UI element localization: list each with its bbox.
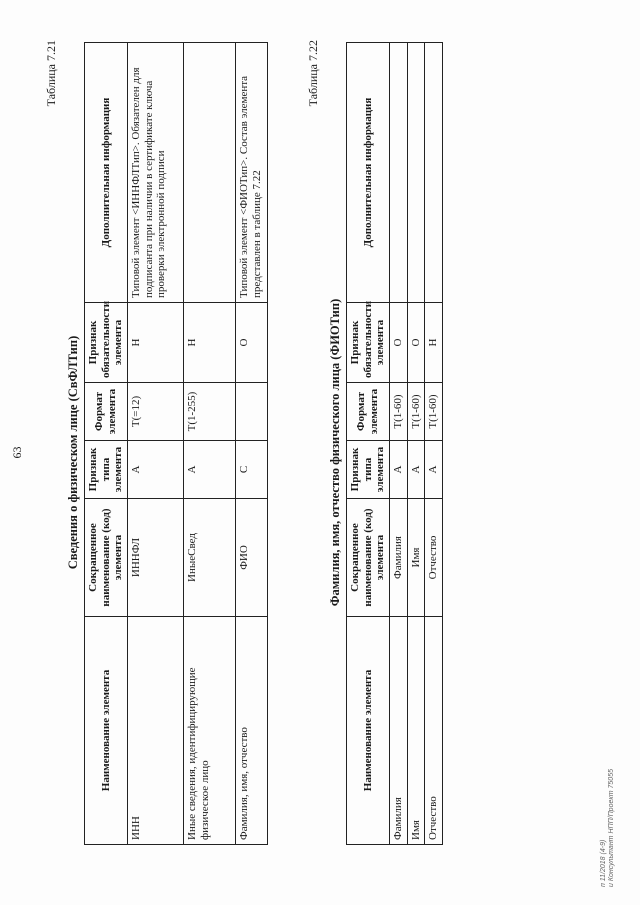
cell-required: О	[235, 303, 267, 383]
cell-type: А	[183, 441, 235, 499]
cell-required: Н	[127, 303, 183, 383]
table1-caption: Таблица 7.21	[44, 40, 58, 107]
table-row	[425, 43, 443, 845]
cell-required: О	[389, 303, 407, 383]
cell-format	[235, 383, 267, 441]
cell-info	[183, 43, 235, 303]
cell-info	[389, 43, 407, 303]
cell-info	[425, 43, 443, 303]
table2-header-info: Дополнительная информация	[347, 43, 390, 303]
page-number: 63	[10, 446, 24, 459]
cell-required: Н	[183, 303, 235, 383]
cell-code: Имя	[407, 499, 425, 617]
table1-header-type: Признак типа элемента	[85, 441, 128, 499]
table1-header-info: Дополнительная информация	[85, 43, 128, 303]
table2	[346, 42, 443, 845]
cell-code: Фамилия	[389, 499, 407, 617]
table1-header-required: Признак обязательности элемента	[85, 303, 128, 383]
cell-format: T(1-60)	[425, 383, 443, 441]
table-row	[389, 43, 407, 845]
table2-title: Фамилия, имя, отчество физического лица (ФИОТип)	[328, 298, 342, 607]
table1	[84, 42, 268, 845]
table-row	[235, 43, 267, 845]
stamp-line: п 11/2018 (4-9)	[600, 839, 607, 887]
table2-header-row	[347, 43, 390, 845]
table-row	[183, 43, 235, 845]
cell-format: T(1-60)	[389, 383, 407, 441]
table1-title: Сведения о физическом лице (СвФЛТип)	[66, 335, 80, 570]
cell-code: ИныеСвед	[183, 499, 235, 617]
cell-code: Отчество	[425, 499, 443, 617]
cell-info: Типовой элемент <ФИОТип>. Состав элемента представлен в таблице 7.22	[235, 43, 267, 303]
cell-name: ИНН	[127, 617, 183, 845]
table-row	[127, 43, 183, 845]
print-stamp	[600, 769, 617, 887]
cell-name: Отчество	[425, 617, 443, 845]
cell-code: ФИО	[235, 499, 267, 617]
cell-type: А	[407, 441, 425, 499]
cell-required: Н	[425, 303, 443, 383]
cell-format: T(1-255)	[183, 383, 235, 441]
cell-type: А	[127, 441, 183, 499]
cell-name: Фамилия, имя, отчество	[235, 617, 267, 845]
table1-header-format: Формат элемента	[85, 383, 128, 441]
table2-header-type: Признак типа элемента	[347, 441, 390, 499]
cell-name: Имя	[407, 617, 425, 845]
table1-header-name: Наименование элемента	[85, 617, 128, 845]
stamp-line: и Консультант НПП/Проект 75055	[608, 769, 616, 887]
table-row	[407, 43, 425, 845]
table2-header-code: Сокращенное наименование (код) элемента	[347, 499, 390, 617]
cell-format: T(=12)	[127, 383, 183, 441]
table2-header-name: Наименование элемента	[347, 617, 390, 845]
table2-caption: Таблица 7.22	[306, 40, 320, 107]
cell-type: А	[389, 441, 407, 499]
cell-code: ИННФЛ	[127, 499, 183, 617]
table1-header-code: Сокращенное наименование (код) элемента	[85, 499, 128, 617]
cell-type: А	[425, 441, 443, 499]
cell-info	[407, 43, 425, 303]
table2-header-format: Формат элемента	[347, 383, 390, 441]
cell-name: Иные сведения, идентифицирующие физическое лицо	[183, 617, 235, 845]
cell-type: С	[235, 441, 267, 499]
table2-header-required: Признак обязательности элемента	[347, 303, 390, 383]
table1-header-row	[85, 43, 128, 845]
cell-info: Типовой элемент <ИННФЛТип>. Обязателен для подписанта при наличии в сертификате ключа проверки электронной подписи	[127, 43, 183, 303]
cell-required: О	[407, 303, 425, 383]
cell-name: Фамилия	[389, 617, 407, 845]
cell-format: T(1-60)	[407, 383, 425, 441]
